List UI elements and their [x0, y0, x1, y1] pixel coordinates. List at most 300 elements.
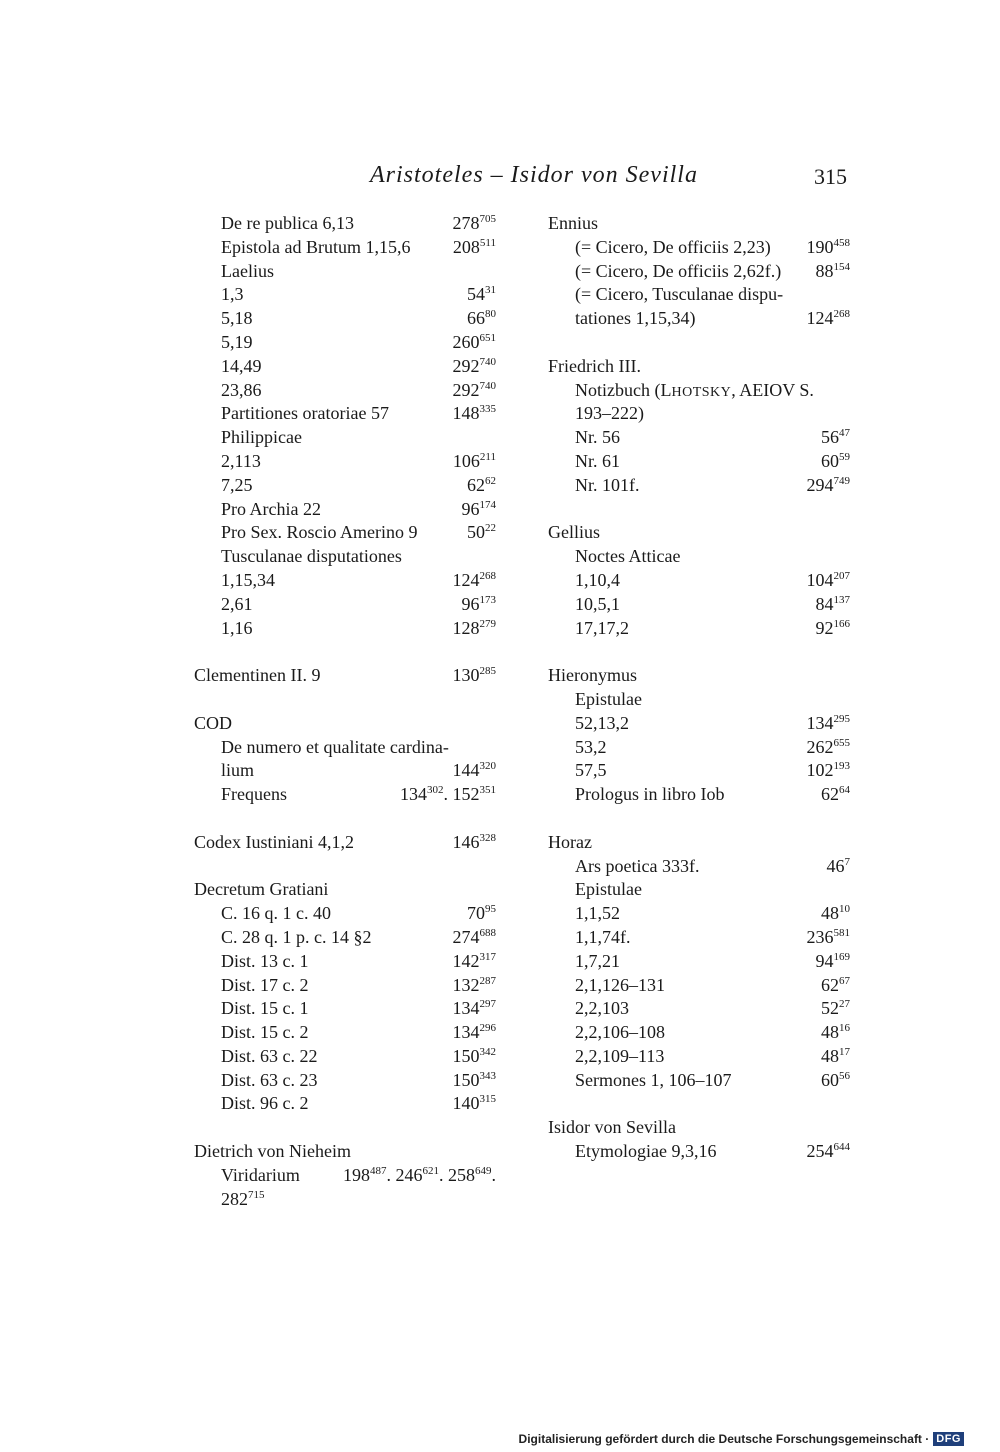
entry-label: Dist. 13 c. 1 — [221, 950, 309, 971]
index-subentry — [548, 260, 850, 284]
entry-references — [807, 736, 851, 760]
footnote-number: 17 — [839, 1045, 850, 1058]
footnote-number: 174 — [479, 498, 496, 511]
footnote-number: 173 — [479, 593, 496, 606]
page-reference: $52^{27}$ — [821, 998, 850, 1019]
page-reference: $144^{320}$ — [452, 760, 496, 781]
index-subentry — [194, 450, 496, 474]
footnote-number: 268 — [833, 308, 850, 321]
dfg-logo: DFG — [933, 1432, 964, 1446]
entry-references — [453, 617, 497, 641]
footnote-number: 740 — [479, 355, 496, 368]
index-entry — [548, 355, 850, 379]
page-reference: $134^{297}$ — [452, 998, 496, 1019]
entry-label: 2,1,126–131 — [575, 974, 665, 995]
footnote-number: 335 — [479, 403, 496, 416]
entry-label: 1,10,4 — [575, 569, 620, 590]
page-reference: $282^{715}$ — [221, 1188, 265, 1209]
index-subentry — [194, 1092, 496, 1116]
index-entry — [194, 878, 496, 902]
page-number: 315 — [814, 164, 847, 189]
entry-label: 2,61 — [221, 593, 253, 614]
entry-label: 1,3 — [221, 284, 244, 305]
entry-label: Hieronymus — [548, 665, 637, 686]
footnote-number: 16 — [839, 1022, 850, 1035]
page-reference: $134^{296}$ — [452, 1022, 496, 1043]
index-subentry — [194, 1069, 496, 1093]
index-entry — [548, 664, 850, 688]
footnote-number: 67 — [839, 974, 850, 987]
index-subentry — [548, 283, 850, 307]
page-reference: $246^{621}$ — [395, 1164, 439, 1185]
index-subentry — [194, 402, 496, 426]
entry-label: 2,2,103 — [575, 998, 629, 1019]
entry-references — [821, 783, 850, 807]
entry-spacer — [194, 807, 496, 831]
footnote-number: 705 — [479, 213, 496, 225]
entry-references — [821, 1021, 850, 1045]
index-subentry — [194, 212, 496, 236]
entry-label: Horaz — [548, 831, 592, 852]
page-reference: $278^{705}$ — [452, 213, 496, 233]
footnote-number: 154 — [833, 260, 850, 273]
entry-label: Epistola ad Brutum 1,15,6 — [221, 236, 411, 257]
entry-label: 14,49 — [221, 355, 262, 376]
entry-references — [453, 759, 497, 783]
entry-label: Dist. 15 c. 1 — [221, 998, 309, 1019]
footnote-number: 285 — [479, 665, 496, 678]
index-subentry — [194, 1164, 496, 1188]
footnote-number: 64 — [839, 784, 850, 797]
entry-label: 10,5,1 — [575, 593, 620, 614]
index-subentry — [194, 498, 496, 522]
footnote-number: 317 — [479, 950, 496, 963]
entry-label: Dist. 17 c. 2 — [221, 974, 309, 995]
page-reference: $70^{95}$ — [467, 903, 496, 924]
entry-label: Notizbuch (LHOTSKY, AEIOV S. — [575, 379, 814, 400]
entry-label: Friedrich III. — [548, 355, 641, 376]
page-reference: $62^{62}$ — [467, 474, 496, 495]
entry-references — [467, 474, 496, 498]
page-reference: $152^{351}$ — [452, 784, 496, 805]
page-reference: $96^{173}$ — [461, 593, 496, 614]
index-subentry — [548, 379, 850, 403]
footnote-number: 59 — [839, 450, 850, 463]
entry-references — [821, 426, 850, 450]
entry-label: Frequens — [221, 784, 287, 805]
page-reference: $294^{749}$ — [806, 474, 850, 495]
index-entry — [548, 521, 850, 545]
footnote-number: 47 — [839, 427, 850, 440]
index-subentry — [548, 593, 850, 617]
entry-references — [807, 926, 851, 950]
entry-references — [807, 712, 851, 736]
entry-references — [821, 974, 850, 998]
footnote-number: 169 — [833, 950, 850, 963]
index-subentry — [194, 950, 496, 974]
footnote-number: 581 — [833, 926, 850, 939]
footnote-number: 297 — [479, 998, 496, 1011]
index-subentry — [548, 1045, 850, 1069]
entry-label: Etymologiae 9,3,16 — [575, 1141, 717, 1162]
entry-references — [467, 902, 496, 926]
footnote-number: 740 — [479, 379, 496, 392]
footnote-number: 10 — [839, 903, 850, 916]
entry-references — [453, 1045, 497, 1069]
running-head-title: Aristoteles – Isidor von Sevilla — [370, 162, 698, 188]
entry-label: 53,2 — [575, 736, 607, 757]
index-subentry — [194, 474, 496, 498]
index-subentry — [194, 783, 496, 807]
entry-label: Nr. 61 — [575, 450, 620, 471]
page-reference: $150^{342}$ — [452, 1045, 496, 1066]
index-subentry — [548, 426, 850, 450]
entry-references — [453, 997, 497, 1021]
entry-references — [807, 1140, 851, 1164]
index-subentry — [194, 426, 496, 450]
footnote-number: 644 — [833, 1141, 850, 1154]
index-subentry — [194, 569, 496, 593]
footnote-number: 487 — [370, 1164, 387, 1177]
index-subentry — [548, 474, 850, 498]
entry-references: $198^{487}$. $246^{621}$. $258^{649}$. — [343, 1164, 496, 1185]
page-reference: $50^{22}$ — [467, 522, 496, 543]
entry-label: Ars poetica 333f. — [575, 855, 700, 876]
index-subentry — [194, 236, 496, 260]
entry-label: Ennius — [548, 213, 599, 233]
entry-references — [816, 593, 851, 617]
entry-label: 17,17,2 — [575, 617, 629, 638]
index-entry — [548, 831, 850, 855]
index-subentry — [194, 379, 496, 403]
entry-label: Dist. 96 c. 2 — [221, 1093, 309, 1114]
entry-label: 1,1,74f. — [575, 926, 631, 947]
page-reference: $150^{343}$ — [452, 1069, 496, 1090]
entry-label: Pro Sex. Roscio Amerino 9 — [221, 522, 418, 543]
index-subentry — [548, 974, 850, 998]
index-subentry — [548, 617, 850, 641]
entry-references — [453, 1092, 497, 1116]
page-reference: $148^{335}$ — [452, 403, 496, 424]
entry-references — [807, 759, 851, 783]
entry-references: $134^{302}$. $152^{351}$ — [400, 784, 496, 805]
entry-references — [453, 831, 497, 855]
footnote-number: 56 — [839, 1069, 850, 1082]
index-subentry — [194, 331, 496, 355]
entry-spacer — [548, 498, 850, 522]
entry-label: 57,5 — [575, 760, 607, 781]
page-reference: $102^{193}$ — [806, 760, 850, 781]
footnote-number: 31 — [485, 284, 496, 297]
footnote-number: 62 — [485, 474, 496, 487]
entry-label: 1,7,21 — [575, 950, 620, 971]
entry-label: Dist. 15 c. 2 — [221, 1022, 309, 1043]
entry-label: Philippicae — [221, 427, 302, 448]
entry-label: Tusculanae disputationes — [221, 546, 402, 567]
entry-references — [807, 474, 851, 498]
page-reference: $62^{67}$ — [821, 974, 850, 995]
entry-label: C. 28 q. 1 p. c. 14 §2 — [221, 926, 372, 947]
page-reference: $132^{287}$ — [452, 974, 496, 995]
entry-label: Dietrich von Nieheim — [194, 1141, 351, 1162]
page-reference: $130^{285}$ — [452, 665, 496, 686]
entry-label: 1,1,52 — [575, 903, 620, 924]
index-subentry — [194, 736, 496, 760]
index-subentry — [548, 402, 850, 426]
entry-label: Dist. 63 c. 22 — [221, 1045, 318, 1066]
entry-label: Dist. 63 c. 23 — [221, 1069, 318, 1090]
page-reference: $124^{268}$ — [452, 569, 496, 590]
entry-spacer — [548, 1092, 850, 1116]
entry-references — [462, 498, 497, 522]
entry-references — [221, 1189, 265, 1209]
entry-label: lium — [221, 760, 255, 781]
entry-label: Epistulae — [575, 688, 642, 709]
entry-spacer — [194, 688, 496, 712]
footnote-number: 95 — [485, 903, 496, 916]
entry-references — [807, 236, 851, 260]
page-reference: $48^{16}$ — [821, 1022, 850, 1043]
entry-label: Nr. 101f. — [575, 474, 640, 495]
index-subentry — [548, 855, 850, 879]
entry-label: Partitiones oratoriae 57 — [221, 403, 389, 424]
entry-label: 1,16 — [221, 617, 253, 638]
footnote-number: 295 — [833, 712, 850, 725]
footer-credit — [519, 1432, 964, 1446]
entry-label: Prologus in libro Iob — [575, 784, 725, 805]
page-reference: $134^{302}$ — [400, 784, 444, 805]
index-subentry — [194, 997, 496, 1021]
page-reference: $48^{17}$ — [821, 1045, 850, 1066]
page-reference: $134^{295}$ — [806, 712, 850, 733]
page-reference: $124^{268}$ — [806, 308, 850, 329]
page-reference: $258^{649}$ — [448, 1164, 492, 1185]
index-subentry — [194, 593, 496, 617]
entry-references — [827, 855, 851, 879]
footnote-number: 320 — [479, 760, 496, 773]
page-reference: $262^{655}$ — [806, 736, 850, 757]
footnote-number: 137 — [833, 593, 850, 606]
index-subentry — [194, 1021, 496, 1045]
index-subentry — [548, 569, 850, 593]
index-column-left — [194, 212, 496, 1211]
entry-references — [453, 950, 497, 974]
entry-references — [453, 569, 497, 593]
entry-references — [821, 450, 850, 474]
index-subentry — [194, 307, 496, 331]
index-subentry — [548, 307, 850, 331]
index-subentry — [548, 926, 850, 950]
page-reference: $96^{174}$ — [461, 498, 496, 519]
index-subentry — [548, 759, 850, 783]
entry-references — [453, 450, 496, 474]
footnote-number: 351 — [479, 784, 496, 797]
entry-label: (= Cicero, De officiis 2,62f.) — [575, 260, 782, 281]
page-reference: $60^{59}$ — [821, 450, 850, 471]
index-subentry — [194, 283, 496, 307]
page-reference: $46^7$ — [826, 855, 850, 876]
footnote-number: 268 — [479, 569, 496, 582]
page-reference: $142^{317}$ — [452, 950, 496, 971]
entry-references — [816, 260, 851, 284]
page-reference: $254^{644}$ — [806, 1141, 850, 1162]
page-reference: $236^{581}$ — [806, 926, 850, 947]
entry-label: Nr. 56 — [575, 427, 620, 448]
entry-label: 2,113 — [221, 450, 261, 471]
entry-label: Codex Iustiniani 4,1,2 — [194, 831, 354, 852]
entry-label: Isidor von Sevilla — [548, 1117, 676, 1138]
index-entry — [194, 1140, 496, 1164]
entry-references — [453, 1069, 497, 1093]
page-reference: $274^{688}$ — [452, 926, 496, 947]
index-subentry — [548, 712, 850, 736]
footnote-number: 166 — [833, 617, 850, 630]
page-reference: $292^{740}$ — [452, 355, 496, 376]
entry-spacer — [548, 331, 850, 355]
index-subentry — [548, 950, 850, 974]
entry-references — [807, 307, 851, 331]
index-subentry — [194, 759, 496, 783]
page-reference: $62^{64}$ — [821, 784, 850, 805]
page-reference: $106^{211}$ — [452, 450, 496, 471]
footnote-number: 342 — [479, 1045, 496, 1058]
entry-label: 2,2,109–113 — [575, 1045, 665, 1066]
entry-label: 5,18 — [221, 308, 253, 329]
footnote-number: 511 — [479, 236, 496, 249]
entry-label: Pro Archia 22 — [221, 498, 321, 519]
index-entry — [194, 664, 496, 688]
page-reference: $198^{487}$ — [343, 1164, 387, 1185]
entry-spacer — [548, 640, 850, 664]
index-subentry — [194, 355, 496, 379]
entry-label: 193–222) — [575, 403, 644, 424]
footnote-number: 343 — [479, 1069, 496, 1082]
index-subentry — [194, 1188, 496, 1212]
entry-references — [821, 1069, 850, 1093]
entry-label: Noctes Atticae — [575, 546, 681, 567]
entry-references — [807, 569, 851, 593]
entry-references — [467, 307, 496, 331]
index-subentry — [548, 902, 850, 926]
page-reference: $54^{31}$ — [467, 284, 496, 305]
footnote-number: 688 — [479, 926, 496, 939]
entry-label: (= Cicero, De officiis 2,23) — [575, 236, 771, 257]
page-reference: $104^{207}$ — [806, 569, 850, 590]
index-entry — [548, 212, 850, 236]
entry-references — [816, 950, 851, 974]
index-subentry — [548, 783, 850, 807]
page-reference: $208^{511}$ — [452, 236, 496, 257]
entry-references — [453, 402, 497, 426]
entry-references — [816, 617, 851, 641]
entry-references — [453, 926, 497, 950]
page-reference: $190^{458}$ — [806, 236, 850, 257]
index-subentry — [548, 1021, 850, 1045]
entry-label — [194, 1188, 265, 1212]
footnote-number: 302 — [427, 784, 444, 797]
page-reference: $84^{137}$ — [815, 593, 850, 614]
index-subentry — [194, 260, 496, 284]
entry-label: 5,19 — [221, 331, 253, 352]
entry-label: Viridarium — [221, 1164, 300, 1185]
index-entry — [548, 1116, 850, 1140]
entry-label: Sermones 1, 106–107 — [575, 1069, 732, 1090]
entry-references — [453, 1021, 497, 1045]
footnote-number: 328 — [479, 831, 496, 844]
page-reference: $88^{154}$ — [815, 260, 850, 281]
footnote-number: 715 — [248, 1188, 265, 1201]
page-reference: $140^{315}$ — [452, 1093, 496, 1114]
entry-label: Epistulae — [575, 879, 642, 900]
entry-references — [453, 355, 497, 379]
index-subentry — [194, 974, 496, 998]
entry-spacer — [194, 855, 496, 879]
footnote-number: 749 — [833, 474, 850, 487]
index-entry — [194, 712, 496, 736]
footnote-number: 193 — [833, 760, 850, 773]
footnote-number: 207 — [833, 569, 850, 582]
entry-spacer — [548, 807, 850, 831]
page-reference: $48^{10}$ — [821, 903, 850, 924]
entry-label: COD — [194, 712, 233, 733]
entry-label: C. 16 q. 1 c. 40 — [221, 903, 331, 924]
index-subentry — [548, 736, 850, 760]
index-subentry — [194, 617, 496, 641]
index-subentry — [194, 1045, 496, 1069]
entry-label: Gellius — [548, 522, 600, 543]
page-reference: $292^{740}$ — [452, 379, 496, 400]
footnote-number: 7 — [844, 855, 850, 868]
index-subentry — [548, 545, 850, 569]
footnote-number: 80 — [485, 308, 496, 321]
index-subentry — [548, 997, 850, 1021]
footnote-number: 211 — [479, 450, 496, 463]
entry-label: Clementinen II. 9 — [194, 665, 321, 686]
footnote-number: 655 — [833, 736, 850, 749]
page-reference: $66^{80}$ — [467, 308, 496, 329]
entry-label: (= Cicero, Tusculanae dispu- — [575, 284, 784, 305]
footnote-number: 27 — [839, 998, 850, 1011]
footnote-number: 315 — [479, 1093, 496, 1106]
entry-label: 1,15,34 — [221, 569, 275, 590]
footnote-number: 651 — [479, 331, 496, 344]
entry-references — [453, 974, 497, 998]
page-reference: $260^{651}$ — [452, 331, 496, 352]
entry-references — [467, 521, 496, 545]
entry-references — [453, 331, 497, 355]
index-subentry — [548, 688, 850, 712]
entry-label: De numero et qualitate cardina- — [221, 736, 449, 757]
entry-references — [821, 1045, 850, 1069]
entry-references — [453, 236, 496, 260]
footnote-number: 22 — [485, 522, 496, 535]
footnote-number: 621 — [422, 1164, 439, 1177]
footer-text: Digitalisierung gefördert durch die Deutsche Forschungsgemeinschaft · — [518, 1432, 930, 1446]
entry-label: Laelius — [221, 260, 274, 281]
page-reference: $146^{328}$ — [452, 831, 496, 852]
index-subentry — [194, 926, 496, 950]
footnote-number: 649 — [475, 1164, 492, 1177]
page-reference: $128^{279}$ — [452, 617, 496, 638]
entry-label: 7,25 — [221, 474, 253, 495]
index-subentry — [548, 236, 850, 260]
index-subentry — [194, 545, 496, 569]
index-subentry — [194, 902, 496, 926]
footnote-number: 296 — [479, 1022, 496, 1035]
page-reference: $56^{47}$ — [821, 427, 850, 448]
index-column-right — [548, 212, 850, 1164]
entry-references — [462, 593, 497, 617]
